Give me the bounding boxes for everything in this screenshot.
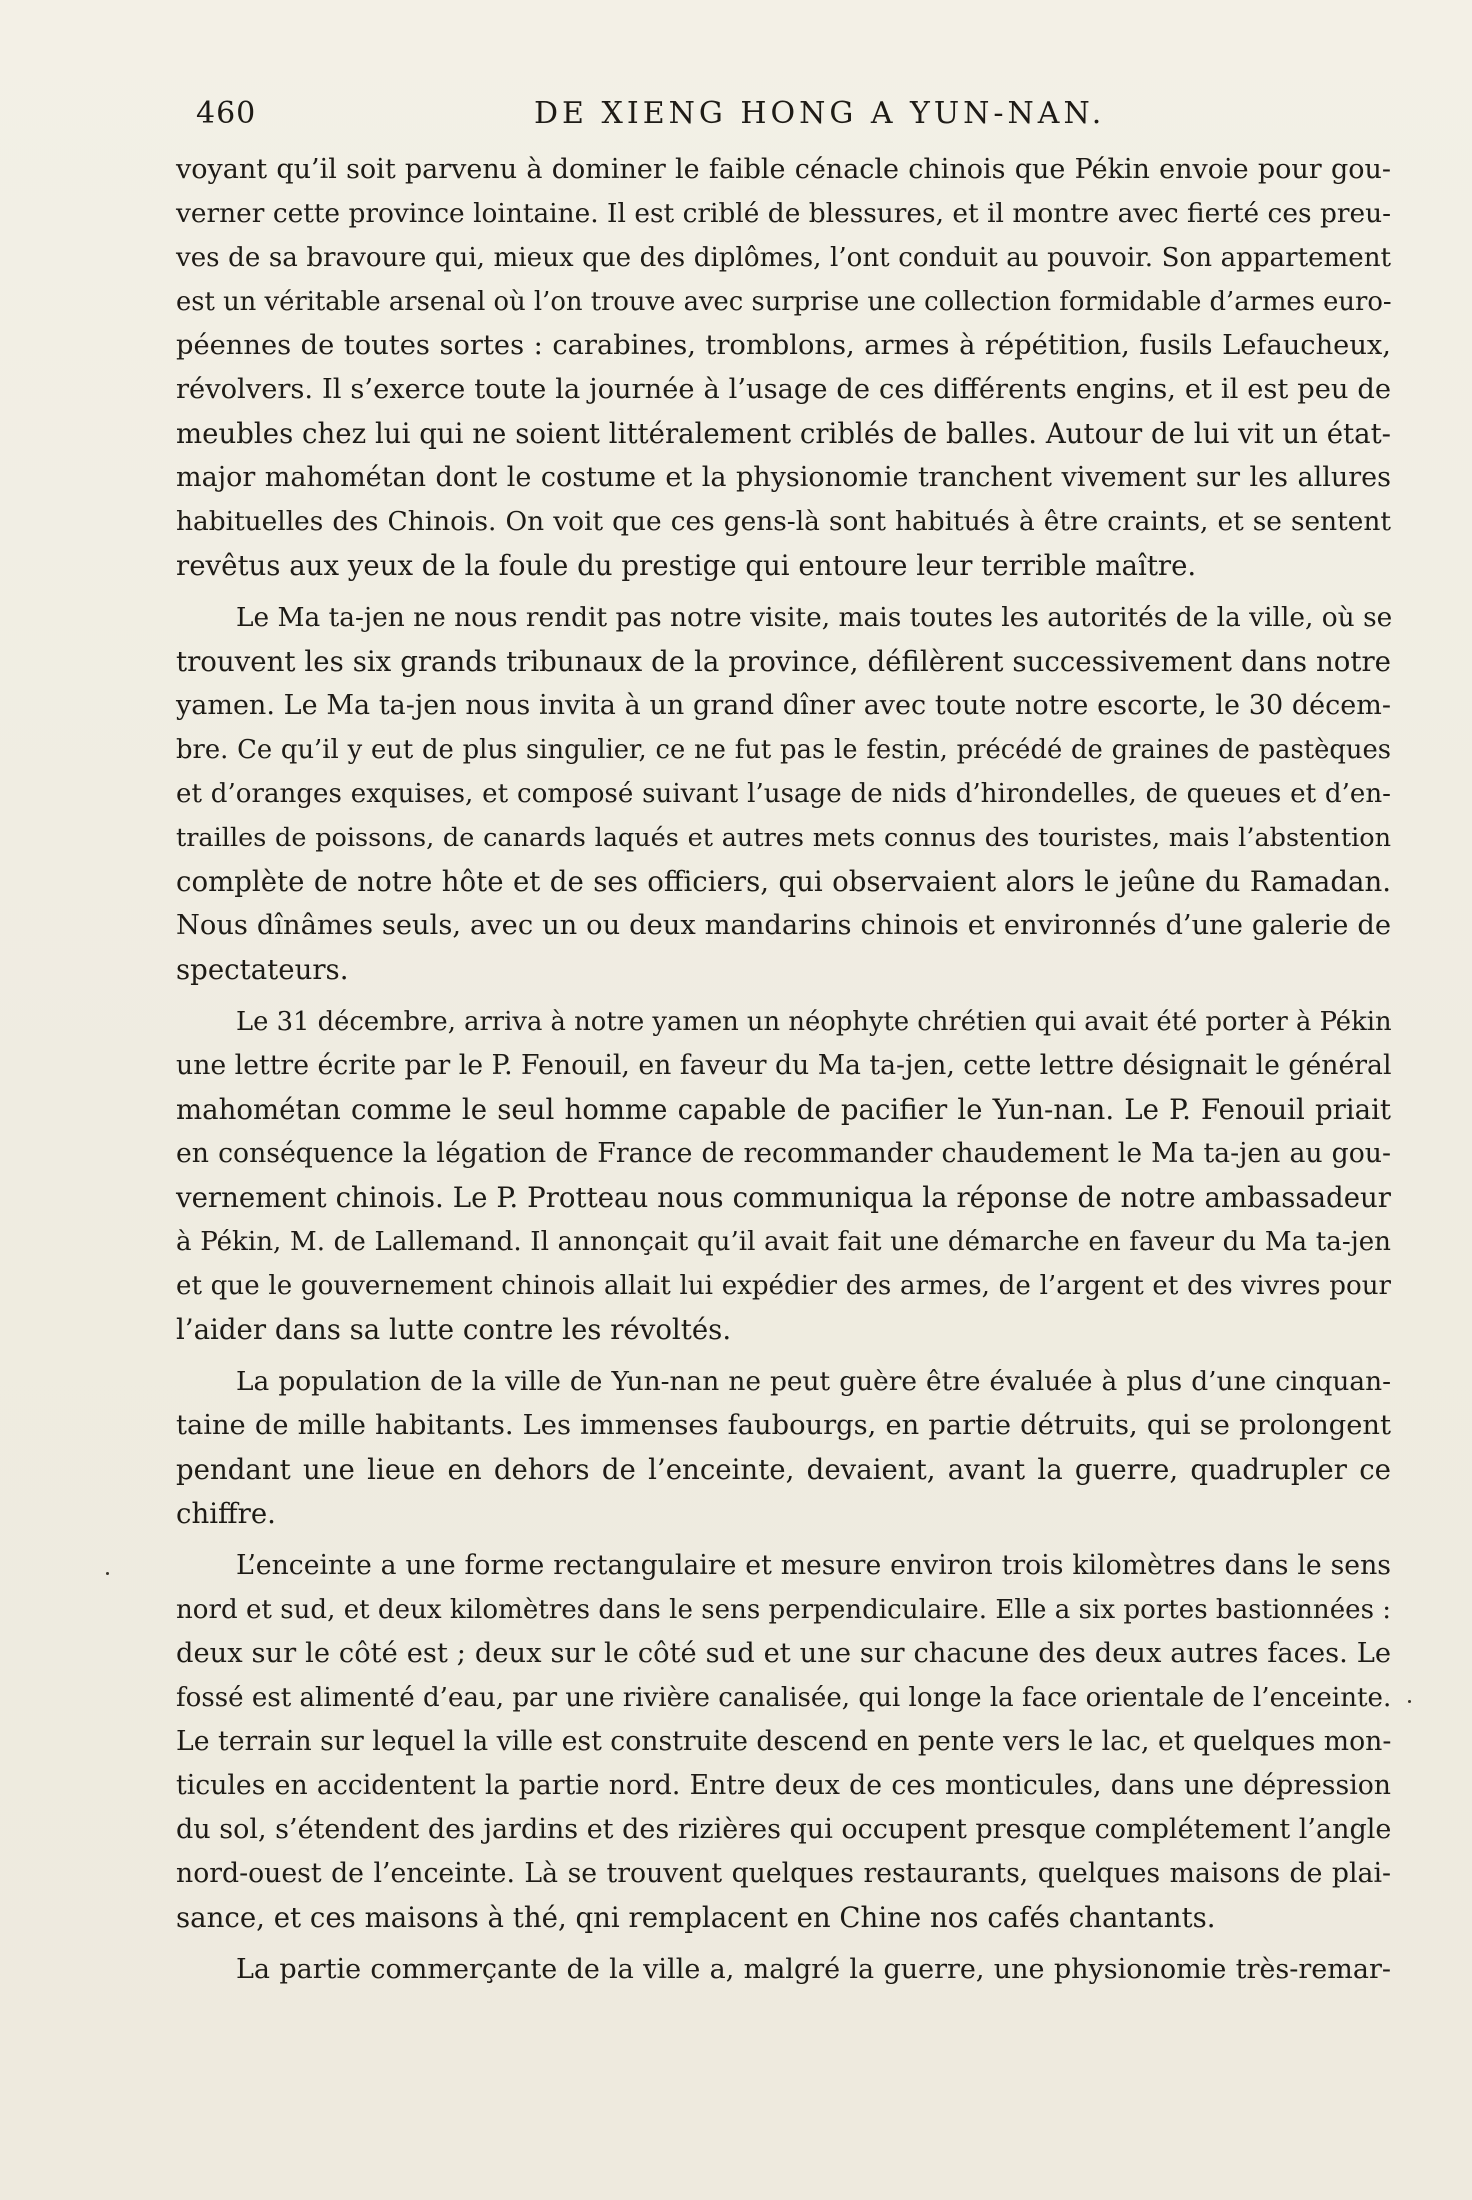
text-line: bre. Ce qu’il y eut de plus singulier, ce ne fut pas le festin, précédé de graines de pastèques xyxy=(176,735,1391,765)
text-line: sance, et ces maisons à thé, qni remplacent en Chine nos cafés chantants. xyxy=(176,1901,1216,1934)
text-line: une lettre écrite par le P. Fenouil, en faveur du Ma ta-jen, cette lettre désignait le général xyxy=(176,1050,1392,1081)
paragraph xyxy=(176,596,1391,992)
text-line: major mahométan dont le costume et la physionomie tranchent vivement sur les allures xyxy=(176,462,1391,493)
text-line: yamen. Le Ma ta-jen nous invita à un grand dîner avec toute notre escorte, le 30 décem- xyxy=(176,690,1391,721)
text-line: mahométan comme le seul homme capable de pacifier le Yun-nan. Le P. Fenouil priait xyxy=(176,1093,1391,1126)
text-line: L’enceinte a une forme rectangulaire et mesure environ trois kilomètres dans le sens xyxy=(236,1550,1391,1581)
text-line: Nous dînâmes seuls, avec un ou deux mandarins chinois et environnés d’une galerie de xyxy=(176,910,1391,941)
text-line: revêtus aux yeux de la foule du prestige qui entoure leur terrible maître. xyxy=(176,549,1197,582)
text-line: chiffre. xyxy=(176,1497,276,1530)
text-line: vernement chinois. Le P. Protteau nous communiqua la réponse de notre ambassadeur xyxy=(176,1181,1391,1214)
text-line: taine de mille habitants. Les immenses faubourgs, en partie détruits, qui se prolongent xyxy=(176,1410,1391,1441)
text-line: voyant qu’il soit parvenu à dominer le faible cénacle chinois que Pékin envoie pour gou- xyxy=(176,154,1391,185)
paragraph xyxy=(176,148,1391,588)
text-line: est un véritable arsenal où l’on trouve avec surprise une collection formidable d’armes euro- xyxy=(176,287,1392,317)
text-line: Le terrain sur lequel la ville est construite descend en pente vers le lac, et quelques mon- xyxy=(176,1726,1392,1757)
running-title: DE XIENG HONG A YUN-NAN. xyxy=(534,96,1106,131)
paragraph xyxy=(176,1948,1391,1992)
text-line: nord-ouest de l’enceinte. Là se trouvent quelques restaurants, quelques maisons de plai- xyxy=(176,1858,1391,1889)
text-line: spectateurs. xyxy=(176,953,349,986)
text-line: et d’oranges exquises, et composé suivant l’usage de nids d’hirondelles, de queues et d’en- xyxy=(176,779,1391,809)
text-line: habituelles des Chinois. On voit que ces gens-là sont habitués à être craints, et se sentent xyxy=(176,506,1391,537)
text-line: fossé est alimenté d’eau, par une rivière canalisée, qui longe la face orientale de l’enceinte. xyxy=(176,1683,1392,1713)
page-number: 460 xyxy=(196,96,257,131)
text-line: péennes de toutes sortes : carabines, tromblons, armes à répétition, fusils Lefaucheux, xyxy=(176,330,1391,361)
paragraph xyxy=(176,1360,1391,1536)
text-line: révolvers. Il s’exerce toute la journée à l’usage de ces différents engins, et il est peu de xyxy=(176,374,1391,405)
text-line: deux sur le côté est ; deux sur le côté sud et une sur chacune des deux autres faces. Le xyxy=(176,1638,1391,1669)
body-text xyxy=(176,148,1391,1992)
text-line: verner cette province lointaine. Il est criblé de blessures, et il montre avec fierté ces preu- xyxy=(176,198,1391,229)
text-line: à Pékin, M. de Lallemand. Il annonçait qu’il avait fait une démarche en faveur du Ma ta-jen xyxy=(176,1227,1391,1257)
page-header xyxy=(0,96,1472,136)
text-line: ves de sa bravoure qui, mieux que des diplômes, l’ont conduit au pouvoir. Son appartement xyxy=(176,243,1391,273)
text-line: Le Ma ta-jen ne nous rendit pas notre visite, mais toutes les autorités de la ville, où se xyxy=(236,602,1393,633)
text-line: nord et sud, et deux kilomètres dans le sens perpendiculaire. Elle a six portes bastionnées : xyxy=(176,1595,1392,1625)
paragraph xyxy=(176,1000,1391,1352)
text-line: et que le gouvernement chinois allait lui expédier des armes, de l’argent et des vivres pour xyxy=(176,1271,1391,1301)
text-line: du sol, s’étendent des jardins et des rizières qui occupent presque complétement l’angle xyxy=(176,1814,1392,1845)
text-line: pendant une lieue en dehors de l’enceinte, devaient, avant la guerre, quadrupler ce xyxy=(176,1453,1391,1486)
paragraph xyxy=(176,1544,1391,1940)
text-line: La partie commerçante de la ville a, malgré la guerre, une physionomie très-remar- xyxy=(236,1954,1391,1985)
text-line: trailles de poissons, de canards laqués et autres mets connus des touristes, mais l’abstention xyxy=(176,823,1391,853)
text-line: meubles chez lui qui ne soient littéralement criblés de balles. Autour de lui vit un état- xyxy=(176,417,1391,450)
print-speck xyxy=(1408,1700,1411,1703)
text-line: trouvent les six grands tribunaux de la province, défilèrent successivement dans notre xyxy=(176,645,1391,678)
text-line: en conséquence la légation de France de recommander chaudement le Ma ta-jen au gou- xyxy=(176,1138,1391,1169)
text-line: l’aider dans sa lutte contre les révoltés. xyxy=(176,1313,732,1346)
text-line: complète de notre hôte et de ses officiers, qui observaient alors le jeûne du Ramadan. xyxy=(176,865,1391,898)
text-line: La population de la ville de Yun-nan ne peut guère être évaluée à plus d’une cinquan- xyxy=(236,1366,1391,1397)
text-line: ticules en accidentent la partie nord. Entre deux de ces monticules, dans une dépression xyxy=(176,1770,1391,1801)
print-speck xyxy=(106,1572,109,1575)
text-line: Le 31 décembre, arriva à notre yamen un néophyte chrétien qui avait été porter à Pékin xyxy=(236,1007,1392,1037)
